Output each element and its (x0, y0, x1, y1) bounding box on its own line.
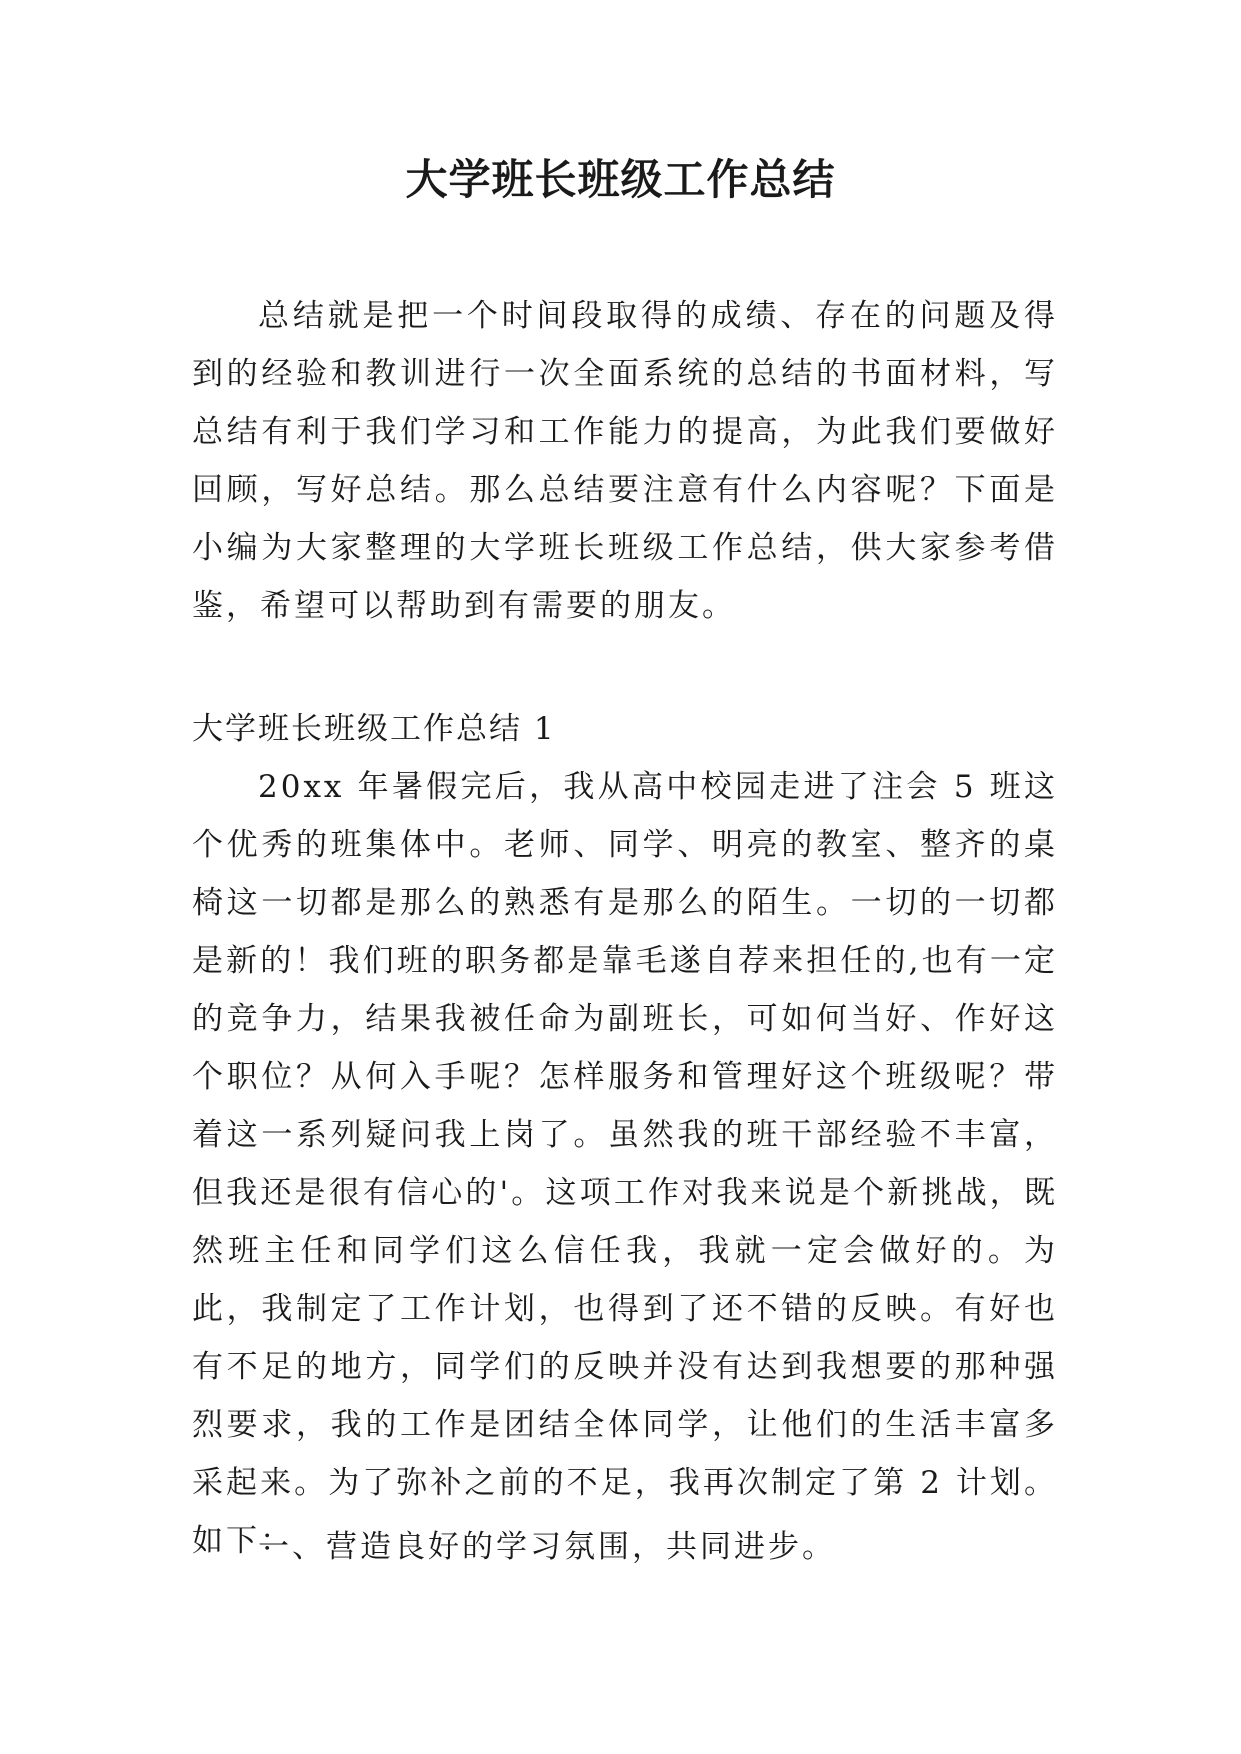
intro-paragraph: 总结就是把一个时间段取得的成绩、存在的问题及得到的经验和教训进行一次全面系统的总结的书面材料，写总结有利于我们学习和工作能力的提高，为此我们要做好回顾，写好总结。那么总结要注意有什么内容呢？下面是小编为大家整理的大学班长班级工作总结，供大家参考借鉴，希望可以帮助到有需要的朋友。 (192, 298, 1058, 624)
section-heading: 大学班长班级工作总结 1 (192, 711, 556, 747)
section-paragraph: 20xx 年暑假完后，我从高中校园走进了注会 5 班这个优秀的班集体中。老师、同学、明亮的教室、整齐的桌椅这一切都是那么的熟悉有是那么的陌生。一切的一切都是新的！我们班的职务都是靠毛遂自荐来担任的,也有一定的竞争力，结果我被任命为副班长，可如何当好、作好这个职位？从何入手呢？怎样服务和管理好这个班级呢？带着这一系列疑问我上岗了。虽然我的班干部经验不丰富，但我还是很有信心的'。这项工作对我来说是个新挑战，既然班主任和同学们这么信任我，我就一定会做好的。为此，我制定了工作计划，也得到了还不错的反映。有好也有不足的地方，同学们的反映并没有达到我想要的那种强烈要求，我的工作是团结全体同学，让他们的生活丰富多采起来。为了弥补之前的不足，我再次制定了第 2 计划。如下： (192, 769, 1058, 1559)
list-item-one: 一、营造良好的学习氛围，共同进步。 (258, 1529, 836, 1565)
document-title: 大学班长班级工作总结 (405, 155, 836, 204)
